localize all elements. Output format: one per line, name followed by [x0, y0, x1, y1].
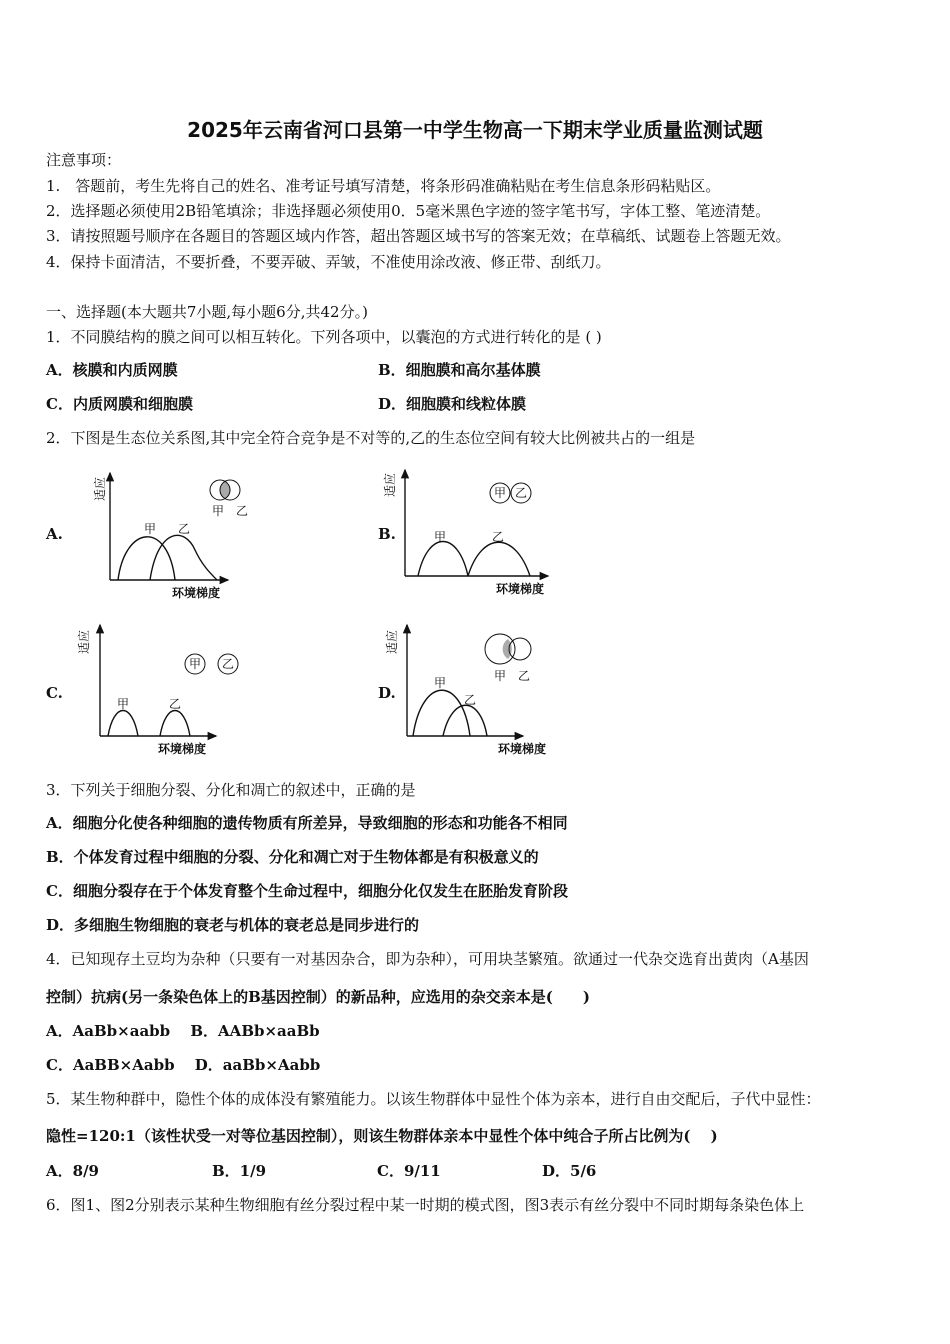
question-5-stem-cont: 隐性=120:1（该性状受一对等位基因控制），则该生物群体亲本中显性个体中纯合子所占比例为( ): [46, 1127, 718, 1145]
q2-label-d: D.: [378, 684, 396, 702]
question-1-stem: 1．不同膜结构的膜之间可以相互转化。下列各项中，以囊泡的方式进行转化的是 ( ): [46, 328, 602, 346]
svg-text:适应: 适应: [93, 476, 107, 501]
svg-text:乙: 乙: [515, 486, 528, 500]
svg-text:适应: 适应: [383, 472, 397, 497]
question-6-stem: 6．图1、图2分别表示某种生物细胞有丝分裂过程中某一时期的模式图，图3表示有丝分裂中不同时期每条染色体上: [46, 1196, 805, 1214]
notice-item: 4．保持卡面清洁，不要折叠，不要弄破、弄皱，不准使用涂改液、修正带、刮纸刀。: [46, 253, 611, 271]
svg-text:乙: 乙: [492, 530, 505, 544]
niche-diagram-b: [383, 465, 565, 600]
svg-text:环境梯度: 环境梯度: [498, 742, 547, 756]
curve-jia: [118, 537, 175, 580]
svg-text:乙: 乙: [178, 522, 191, 536]
q2-label-c: C.: [46, 684, 63, 702]
q5-option-a: A．8/9: [46, 1162, 99, 1180]
notice-heading: 注意事项：: [46, 151, 122, 169]
svg-text:甲: 甲: [117, 697, 130, 711]
svg-text:适应: 适应: [77, 629, 91, 654]
svg-text:甲: 甲: [494, 486, 507, 500]
svg-text:环境梯度: 环境梯度: [172, 586, 221, 600]
q2-label-b: B.: [378, 525, 396, 543]
q3-option-c: C．细胞分裂存在于个体发育整个生命过程中，细胞分化仅发生在胚胎发育阶段: [46, 882, 568, 900]
svg-text:甲: 甲: [212, 504, 225, 518]
svg-text:甲: 甲: [434, 530, 447, 544]
svg-text:乙: 乙: [464, 693, 477, 707]
svg-text:乙: 乙: [236, 504, 249, 518]
svg-text:甲: 甲: [494, 669, 507, 683]
niche-diagram-d: [385, 620, 565, 760]
notice-item: 2．选择题必须使用2B铅笔填涂；非选择题必须使用0．5毫米黑色字迹的签字笔书写，字体工整、笔迹清楚。: [46, 202, 771, 220]
svg-text:甲: 甲: [144, 522, 157, 536]
question-4-stem-cont: 控制）抗病(另一条染色体上的B基因控制）的新品种，应选用的杂交亲本是( ): [46, 988, 590, 1006]
svg-text:环境梯度: 环境梯度: [496, 582, 545, 596]
niche-diagram-a: [90, 465, 250, 605]
svg-text:环境梯度: 环境梯度: [158, 742, 207, 756]
q4-options-ab: A．AaBb×aabb B．AABb×aaBb: [46, 1022, 320, 1040]
section-heading: 一、选择题(本大题共7小题,每小题6分,共42分。): [46, 303, 368, 321]
question-5-stem: 5．某生物种群中，隐性个体的成体没有繁殖能力。以该生物群体中显性个体为亲本，进行自由交配后，子代中显性：: [46, 1090, 821, 1108]
svg-text:适应: 适应: [385, 629, 399, 654]
q4-options-cd: C．AaBB×Aabb D．aaBb×Aabb: [46, 1056, 321, 1074]
svg-text:乙: 乙: [169, 697, 182, 711]
question-2-stem: 2．下图是生态位关系图,其中完全符合竞争是不对等的,乙的生态位空间有较大比例被共占的一组是: [46, 429, 696, 447]
niche-diagram-c: [77, 620, 255, 760]
q2-label-a: A.: [46, 525, 63, 543]
q3-option-d: D．多细胞生物细胞的衰老与机体的衰老总是同步进行的: [46, 916, 420, 934]
question-4-stem: 4．已知现存土豆均为杂种（只要有一对基因杂合，即为杂种），可用块茎繁殖。欲通过一代杂交选育出黄肉（A基因: [46, 950, 809, 968]
page-title: 2025年云南省河口县第一中学生物高一下期末学业质量监测试题: [187, 118, 763, 142]
q3-option-b: B．个体发育过程中细胞的分裂、分化和凋亡对于生物体都是有积极意义的: [46, 848, 539, 866]
svg-text:甲: 甲: [434, 676, 447, 690]
question-3-stem: 3．下列关于细胞分裂、分化和凋亡的叙述中，正确的是: [46, 781, 416, 799]
notice-item: 1. 答题前，考生先将自己的姓名、准考证号填写清楚，将条形码准确粘贴在考生信息条形码粘贴区。: [46, 177, 721, 195]
q1-option-d: D．细胞膜和线粒体膜: [378, 395, 527, 413]
q5-option-b: B．1/9: [212, 1162, 267, 1180]
q3-option-a: A．细胞分化使各种细胞的遗传物质有所差异，导致细胞的形态和功能各不相同: [46, 814, 568, 832]
q5-option-d: D．5/6: [542, 1162, 597, 1180]
svg-text:甲: 甲: [189, 657, 202, 671]
q1-option-b: B．细胞膜和高尔基体膜: [378, 361, 541, 379]
svg-text:乙: 乙: [518, 669, 531, 683]
q1-option-c: C．内质网膜和细胞膜: [46, 395, 193, 413]
notice-item: 3．请按照题号顺序在各题目的答题区域内作答，超出答题区域书写的答案无效；在草稿纸、试题卷上答题无效。: [46, 227, 791, 245]
q1-option-a: A．核膜和内质网膜: [46, 361, 178, 379]
q5-option-c: C．9/11: [377, 1162, 441, 1180]
svg-text:乙: 乙: [222, 657, 235, 671]
